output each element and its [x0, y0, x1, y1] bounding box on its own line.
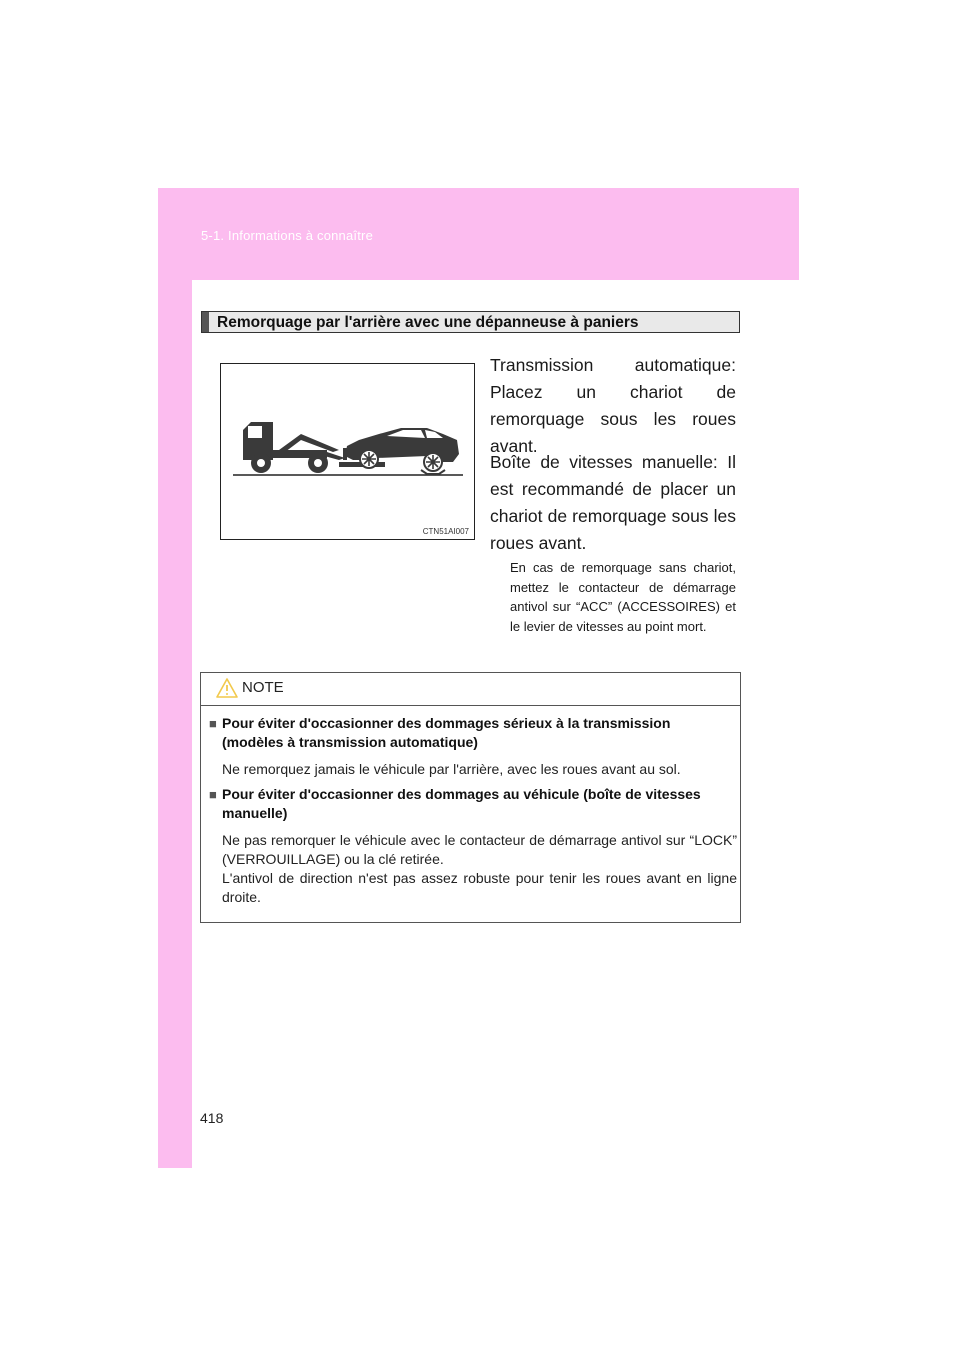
notice-item-2-title: Pour éviter d'occasionner des dommages au véhicule (boîte de vitesses manuelle) [222, 786, 701, 821]
figure-code: CTN51AI007 [422, 527, 469, 536]
section-title [201, 311, 740, 333]
notice-bullet-2: ■ [209, 787, 217, 802]
body-note: En cas de remorquage sans chariot, mettez le contacteur de démarrage antivol sur “ACC” (ACCESSOIRES) et le levier de vitesses au point mort. [510, 560, 736, 634]
section-title-text: Remorquage par l'arrière avec une dépanneuse à paniers [217, 314, 639, 331]
warning-triangle-icon [215, 677, 239, 699]
tow-truck-with-dolly-icon [221, 364, 474, 539]
body-paragraph-automatic: Transmission automatique: Placez un chariot de remorquage sous les roues avant. [490, 355, 736, 456]
notice-bullet-1: ■ [209, 716, 217, 731]
towing-illustration [220, 363, 475, 540]
page-number: 418 [200, 1110, 224, 1126]
chapter-label: 5-1. Informations à connaître [201, 228, 374, 243]
notice-item-1-title: Pour éviter d'occasionner des dommages sérieux à la transmission (modèles à transmission automatique) [222, 715, 671, 750]
notice-box [200, 672, 741, 923]
notice-item-2-text-1: Ne pas remorquer le véhicule avec le contacteur de démarrage antivol sur “LOCK” (VERROUILLAGE) ou la clé retirée. [222, 832, 737, 867]
notice-label: NOTE [242, 679, 284, 696]
notice-header [201, 673, 740, 706]
body-paragraph-manual: Boîte de vitesses manuelle: Il est recommandé de placer un chariot de remorquage sous les roues avant. [490, 452, 736, 553]
notice-item-1-text: Ne remorquez jamais le véhicule par l'arrière, avec les roues avant au sol. [222, 761, 681, 777]
notice-item-2-text-2: L'antivol de direction n'est pas assez robuste pour tenir les roues avant en ligne droite. [222, 870, 737, 905]
side-strip [158, 280, 192, 1168]
section-title-bar [202, 312, 209, 332]
